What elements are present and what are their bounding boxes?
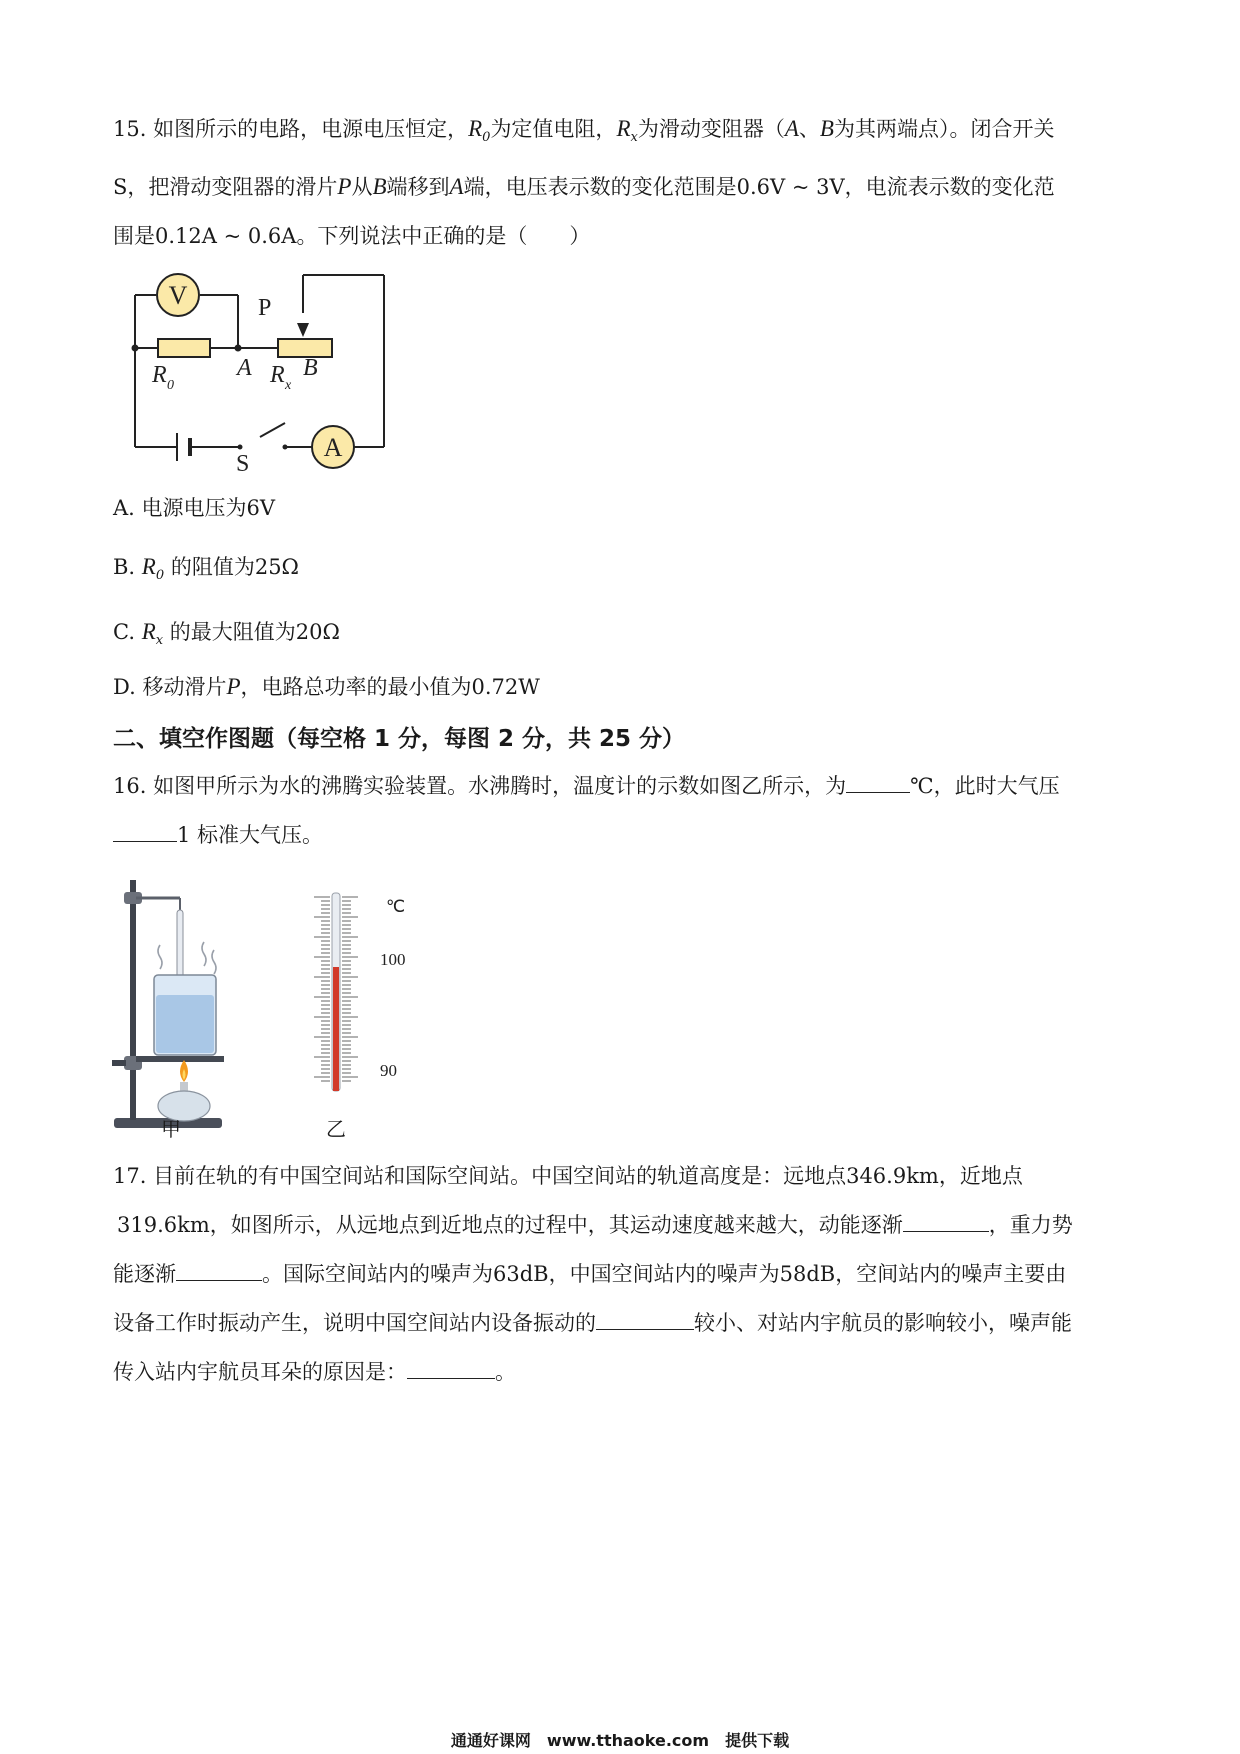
option-c-letter: C. <box>113 620 135 644</box>
q15-text: 围是 <box>113 224 155 249</box>
p-label: P <box>258 295 272 321</box>
tick-label-90: 90 <box>380 1061 397 1080</box>
mercury-column <box>333 967 339 1091</box>
b-symbol: B <box>372 174 387 200</box>
a-symbol: A <box>784 116 799 141</box>
option-b <box>113 552 299 591</box>
answer-blank[interactable] <box>596 1305 694 1330</box>
option-c-text: 的最大阻值为20Ω <box>169 620 340 644</box>
q16-text: 1 标准大气压。 <box>177 823 324 847</box>
option-d-text: 移动滑片 <box>142 675 227 699</box>
option-c-symbol: R <box>141 619 156 644</box>
answer-blank[interactable] <box>113 817 177 842</box>
answer-blank[interactable] <box>903 1207 989 1232</box>
b-symbol: B <box>819 116 834 141</box>
question-17 <box>113 1152 1123 1397</box>
option-d-text: ，电路总功率的最小值为0.72W <box>240 675 540 699</box>
option-d-symbol: P <box>226 674 241 699</box>
option-c <box>113 617 340 656</box>
question-15 <box>113 104 1123 261</box>
q17-text: 目前在轨的有中国空间站和国际空间站。中国空间站的轨道高度是：远地点346.9km，近地点 <box>153 1164 1023 1188</box>
figure-jia-label: 甲 <box>161 1117 181 1141</box>
option-b-symbol: R <box>141 554 156 579</box>
r0-label: R <box>152 362 167 388</box>
q17-text: 能逐渐 <box>113 1262 176 1286</box>
option-a-letter: A. <box>113 496 135 520</box>
q17-text: 设备工作时振动产生，说明中国空间站内设备振动的 <box>113 1311 596 1335</box>
q17-text: 较小、对站内宇航员的影响较小，噪声能 <box>694 1311 1072 1335</box>
tick-label-100: 100 <box>380 950 406 969</box>
q15-text: S，把滑动变阻器的滑片 <box>113 175 338 200</box>
q17-text: 。国际空间站内的噪声为63dB，中国空间站内的噪声为58dB，空间站内的噪声主要由 <box>262 1262 1067 1286</box>
r0-label-sub: 0 <box>167 378 174 393</box>
p-symbol: P <box>337 174 352 200</box>
option-a <box>113 493 275 523</box>
option-b-subscript: 0 <box>155 568 165 584</box>
option-c-subscript: x <box>155 633 164 649</box>
option-b-letter: B. <box>113 555 136 579</box>
current-range: 0.12A ~ 0.6A <box>155 224 297 249</box>
s-label: S <box>236 451 250 477</box>
q15-text: 如图所示的电路，电源电压恒定， <box>153 117 469 141</box>
b-label: B <box>303 355 318 381</box>
q15-text: 从 <box>351 175 373 200</box>
rx-subscript: x <box>630 130 638 146</box>
option-a-text: 电源电压为6V <box>141 496 276 520</box>
q16-number: 16. <box>113 774 147 798</box>
a-symbol: A <box>449 174 464 200</box>
r0-subscript: 0 <box>482 130 491 146</box>
q15-text: 、 <box>798 117 820 141</box>
option-d <box>113 672 540 702</box>
r0-symbol: R <box>468 116 483 141</box>
q17-text: 传入站内宇航员耳朵的原因是： <box>113 1360 407 1384</box>
slider-arrow-icon <box>297 323 309 337</box>
r0-resistor <box>158 339 210 357</box>
q16-text: ℃，此时大气压 <box>910 774 1060 798</box>
q16-text: 如图甲所示为水的沸腾实验装置。水沸腾时，温度计的示数如图乙所示，为 <box>153 774 847 798</box>
page-footer: 通通好课网 www.tthaoke.com 提供下载 <box>450 1731 790 1750</box>
circuit-diagram <box>120 265 400 480</box>
figure-yi-label: 乙 <box>326 1117 346 1141</box>
thermometer-figure <box>290 885 450 1110</box>
rx-symbol: R <box>616 116 631 141</box>
q17-number: 17. <box>113 1164 147 1188</box>
rx-label: R <box>270 362 285 388</box>
a-label: A <box>237 355 252 381</box>
q15-text: 为其两端点）。闭合开关 <box>833 117 1055 141</box>
q15-text: 端移到 <box>386 175 450 200</box>
q17-text: ，重力势 <box>988 1213 1073 1237</box>
answer-blank[interactable] <box>407 1354 495 1379</box>
q17-text: 。 <box>495 1360 516 1384</box>
q15-number: 15. <box>113 117 147 141</box>
q15-text: ，电流表示数的变化范 <box>844 175 1055 200</box>
q15-text: 为滑动变阻器（ <box>637 117 785 141</box>
section-heading: 二、填空作图题（每空格 1 分，每图 2 分，共 25 分） <box>113 726 686 752</box>
battery-icon <box>177 433 190 461</box>
answer-blank[interactable] <box>176 1256 262 1281</box>
rx-label-sub: x <box>285 378 292 393</box>
celsius-unit-label: ℃ <box>386 897 406 916</box>
question-16 <box>113 762 1123 860</box>
option-d-letter: D. <box>113 675 136 699</box>
q17-text: 319.6km，如图所示，从远地点到近地点的过程中，其运动速度越来越大，动能逐渐 <box>117 1213 903 1237</box>
voltmeter-label: V <box>168 281 188 310</box>
answer-blank[interactable] <box>846 768 910 793</box>
ammeter-label: A <box>323 433 343 462</box>
ammeter <box>312 426 354 468</box>
q15-text: 为定值电阻， <box>490 117 617 141</box>
q15-text: 。下列说法中正确的是（ ） <box>296 224 591 249</box>
q15-text: 端，电压表示数的变化范围是 <box>463 175 737 200</box>
voltmeter <box>157 274 199 316</box>
option-b-text: 的阻值为25Ω <box>170 555 299 579</box>
voltage-range: 0.6V ~ 3V <box>736 175 845 200</box>
